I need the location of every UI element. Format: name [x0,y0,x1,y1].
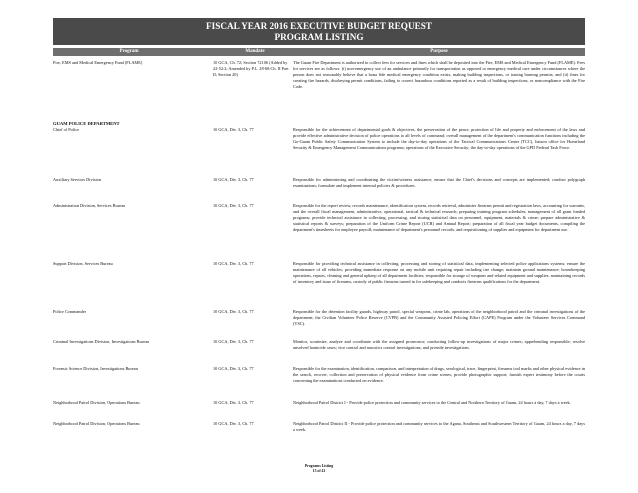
mandate-cell: 10 GCA, Div. 3, Ch. 77 [213,261,254,266]
column-header-purpose: Purpose [430,49,448,54]
column-header-mandate: Mandate [245,49,265,54]
page-footer [0,464,638,474]
page-number: 15 of 41 [312,469,326,473]
mandate-cell: 10 GCA, Div. 3, Ch. 77 [213,400,254,405]
mandate-cell: 10 GCA, Div. 3, Ch. 77 [213,339,254,344]
mandate-cell: 10 GCA, Div. 3, Ch. 77 [213,177,254,182]
footer-label: Programs Listing [304,464,334,468]
program-cell: Fire, EMS and Medical Emergency Fund (FLAME) [53,60,143,65]
section-heading: GUAM POLICE DEPARTMENT [53,121,120,126]
column-header-row [53,48,585,56]
program-cell: Auxiliary Services Division [53,177,101,182]
purpose-cell: Responsible for the report review, records maintenance, identification system, records retrieval, administer firearms permit and registration laws, accounting for warrants, and the overall fiscal management, administrative, operational, tactical & technical research; preparing training program schedules; management of all grant funded programs; provide technical assistance in collecting, processing, and storing statistical data on personnel, equipment, materials & crime; prepare administrative & statistical reports & surveys; preparation of the Uniform Crime Report (UCR) and Annual Report; preparation of all fiscal year budget documents, compiling the department's timesheets for employee payroll; maintenance of department's personnel records, and requisitioning of supplies and equipment for department use. [293,203,585,232]
column-header-program: Program [119,49,139,54]
report-title: FISCAL YEAR 2016 EXECUTIVE BUDGET REQUEST [206,21,432,31]
program-cell: Neighborhood Patrol Division, Operations Bureau [53,400,140,405]
program-cell: Administration Division, Services Bureau [53,203,126,208]
report-title-banner [53,18,585,45]
program-cell: Neighborhood Patrol Division, Operations Bureau [53,421,140,426]
purpose-cell: Neighborhood Patrol District I - Provide police protection and community services to the Central and Northern Territory of Guam, 24 hours a day, 7 days a week. [293,400,571,405]
purpose-cell: Responsible for providing technical assistance in collecting, processing and storing of statistical data, implementing selected police applications systems; ensure the maintenance of all vehicles; providing immediate response on any mobile unit requiring repair including tire change; maintain ground maintenance; housekeeping operations, repairs, cleaning and general upkeep of all department facilities; responsible for storage of weapons and related equipment and supplies; maintaining records of inventory and issue of firearms, custody of public firearms turned in for safekeeping and conducts firearms qualifications for the department. [293,261,585,284]
report-subtitle: PROGRAM LISTING [274,32,364,42]
program-cell: Criminal Investigations Division, Investigations Bureau [53,339,150,344]
purpose-cell: Responsible for the detention facility guards, highway patrol, special weapons, crime lab, operations of the neighborhood patrol and the criminal investigations of the department; the Civilian Volunteer Police Reserve (CVPR) and the Community Assisted Policing Effort (CAPE) Program under the Volunteer Services Command (VSC). [293,309,585,326]
mandate-cell: 10 GCA, Div. 3, Ch. 77 [213,203,254,208]
program-cell: Chief of Police [53,127,80,132]
program-cell: Forensic Science Division, Investigations Bureau [53,366,138,371]
mandate-cell: 10 GCA, Div. 3, Ch. 77 [213,366,254,371]
program-cell: Support Division, Services Bureau [53,261,113,266]
program-cell: Police Commander [53,309,87,314]
purpose-cell: Responsible for administering and coordinating the victim/witness assistance; ensure that the Chief's decisions and concepts are implemented; conduct polygraph examinations; formulate and implement internal policies & procedures. [293,177,585,188]
mandate-cell: 10 GCA, Div. 3, Ch. 77 [213,127,254,132]
purpose-cell: Monitor, scrutinize, analyze and coordinate with the assigned prosecutor; conducting follow-up investigations of major crimes; apprehending responsible; resolve unsolved homicide cases; vice control and narcotics control investigations; and juvenile investigations. [293,339,585,350]
purpose-cell: Neighborhood Patrol District II - Provide police protection and community services to the Agana, Southeast and Southwestern Territory of Guam, 24 hours a day, 7 days a week. [293,421,585,432]
purpose-cell: Responsible for the examination, identification, comparison, and interpretation of drugs, serological, trace, fingerprint, firearms tool marks and other physical evidence in the search, recover, collection and preservation of physical evidence from crime scenes; provide photographic support; furnish expert testimony before the courts concerning the examinations conducted on evidence. [293,366,585,383]
mandate-cell: 10 GCA, Div. 3, Ch. 77 [213,309,254,314]
purpose-cell: The Guam Fire Department is authorized to collect fees for services and fines which shall be deposited into the Fire, EMS and Medical Emergency Fund (FLAME). Fees for services are as follows: (i) non-emergency use of an ambulance primarily for transportation as opposed to emergency medical care under circumstances where the person does not reasonably believe that a bona fide medical emergency condition exists, making building inspections, or issuing burning permits; and (ii) fines for creating fire hazards, disobeying permit conditions, failing to correct hazardous conditions reported as a result of building inspections, or noncompliance with the Fire Code. [293,60,585,89]
mandate-cell: 10 GCA, Ch. 72; Section 72106 (Added by 22-52:2; Amended by P.L. 28-68:Ch. II Part II; Section 20) [213,60,289,77]
mandate-cell: 10 GCA, Div. 3, Ch. 77 [213,421,254,426]
purpose-cell: Responsible for the achievement of departmental goals & objectives, the preservation of the peace, protection of life and property and enforcement of the laws and provide effective administrative decision of police operations to all levels of command; overall management of the department's communication functions including the Go-Guam Public Safety Communication System to include the day-to-day operations of the Tactical Communications Center (TCC), liaison office for Homeland Security & Emergency Management Communications programs; operations of the Executive Security; the day-to-day operations of the GPD Federal Task Force. [293,127,585,150]
